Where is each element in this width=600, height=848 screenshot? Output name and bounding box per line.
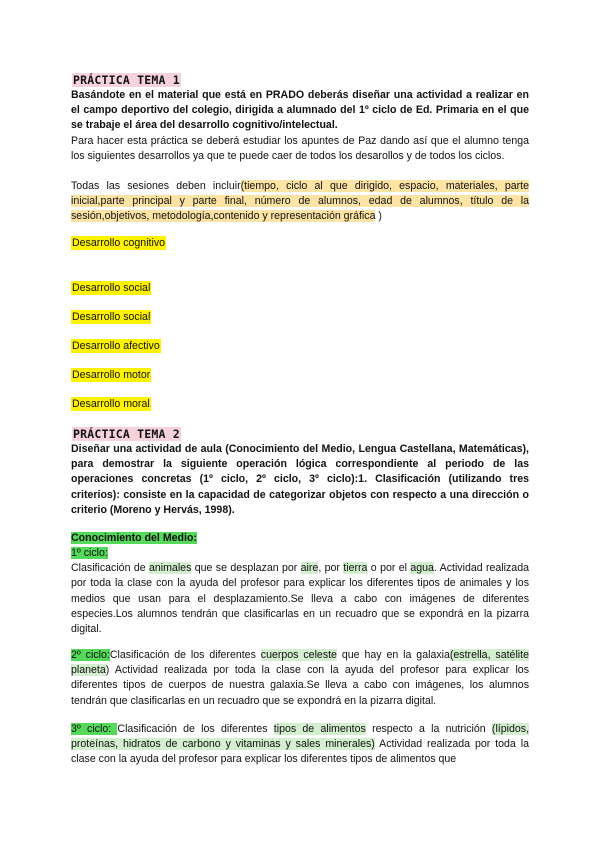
highlight-run: cuerpos celeste [260, 649, 337, 661]
text-run: , por [318, 562, 344, 575]
ciclo-3-label: 3º ciclo: [71, 723, 118, 735]
practica-1-title: PRÁCTICA TEMA 1 [73, 73, 180, 87]
text-run: respecto a la nutrición [365, 723, 492, 735]
text-run: Clasificación de [71, 562, 149, 575]
para2-prefix: Todas las sesiones deben incluir [71, 180, 241, 192]
text-run: . Actividad realizada por toda la clase con la ayuda del profesor para explicar los diferentes tipos de animales y los medios que usan para el desplazamiento.Se lleva a cabo con imágenes de diferentes especies.Los alumnos tendrán que clasificarlas en un recuadro que se expondrá en la pizarra digital. [71, 562, 529, 636]
section-heading: Conocimiento del Medio: [71, 532, 197, 544]
practica-1-paragraph-2 [71, 179, 529, 225]
highlight-run: animales [148, 562, 192, 575]
highlight-run: agua [410, 562, 434, 575]
practica-1-paragraph-1: Para hacer esta práctica se deberá estudiar los apuntes de Paz dando así que el alumno tenga los siguientes desarrollos ya que te puede caer de todos los desarollos y de todos los ciclos. [71, 135, 529, 163]
ciclo-2-block [71, 648, 529, 709]
development-item: Desarrollo motor [72, 369, 151, 381]
practica-1-bold-intro: Basándote en el material que está en PRADO deberás diseñar una actividad a realizar en el campo deportivo del colegio, dirigida a alumnado del 1º ciclo de Ed. Primaria en el que se trabaje el área del desarrollo cognitivo/intelectual. [71, 89, 529, 132]
practica-2-title: PRÁCTICA TEMA 2 [73, 427, 180, 441]
text-run: Clasificación de los diferentes [117, 723, 274, 735]
ciclo-1-label: 1º ciclo: [71, 547, 108, 559]
para2-suffix: ) [375, 210, 382, 223]
text-run: Clasificación de los diferentes [109, 649, 261, 661]
highlight-run: (estrella, satélite planeta [71, 649, 529, 677]
para2-highlight: (tiempo, ciclo al que dirigido, espacio, materiales, parte inicial,parte principal y parte final, número de alumnos, edad de alumnos, título de la sesión,objetivos, metodología,contenido y representación gráfica [71, 180, 529, 223]
text-run: Actividad realizada por toda la clase con la ayuda del profesor para explicar los diferentes tipos de alimentos que [71, 738, 529, 766]
development-item: Desarrollo social [72, 282, 151, 294]
text-run: que hay en la galaxia [336, 649, 450, 661]
development-item: Desarrollo moral [72, 398, 150, 410]
text-run: que se desplazan por [191, 562, 301, 575]
text-run: o por el [367, 562, 411, 575]
highlight-run: tipos de alimentos [273, 723, 366, 735]
development-item: Desarrollo afectivo [72, 340, 160, 352]
ciclo-1-block [71, 546, 529, 637]
highlight-run: tierra [343, 562, 368, 575]
development-item: Desarrollo social [72, 311, 151, 323]
section-heading-block [71, 531, 529, 546]
highlight-run: (lípidos, proteínas, hidratos de carbono y vitaminas y sales minerales) [71, 723, 530, 751]
ciclo-2-label: 2º ciclo: [71, 649, 110, 661]
highlight-run: aire [300, 562, 319, 575]
text-run: ) Actividad realizada por toda la clase con la ayuda del profesor para explicar los diferentes tipos de cuerpos de nuestra galaxia.Se lleva a cabo con imágenes, los alumnos tendrán que clasificarlas en un recuadro que se expondrá en la pizarra digital. [71, 664, 529, 707]
practica-2-bold-intro: Diseñar una actividad de aula (Conocimiento del Medio, Lengua Castellana, Matemáticas), para demostrar la siguiente operación lógica correspondiente al periodo de las operaciones concretas (1º ciclo, 2º ciclo, 3º ciclo):1. Clasificación (utilizando tres criterios): consiste en la capacidad de categorizar objetos con respecto a una dirección o criterio (Moreno y Hervás, 1998). [71, 443, 529, 516]
development-item: Desarrollo cognitivo [72, 237, 166, 249]
ciclo-3-block [71, 722, 529, 768]
